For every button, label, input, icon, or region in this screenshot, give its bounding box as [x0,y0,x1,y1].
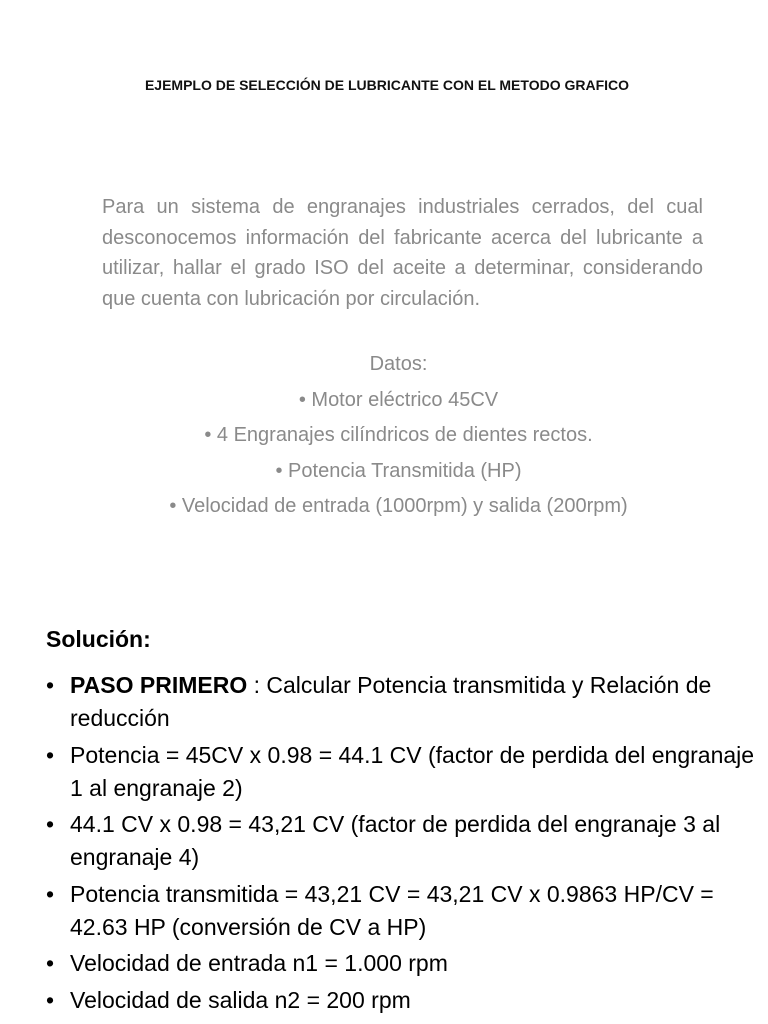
solution-list [46,669,762,1020]
solution-step-1 [46,669,762,735]
solution-item-loss [46,808,762,874]
bullet-icon: • [46,672,55,698]
step-label: PASO PRIMERO [70,672,248,698]
data-item-motor: • Motor eléctrico 45CV [298,388,499,411]
bullet-icon: • [46,880,55,907]
solution-item-text: Velocidad de entrada n1 = 1.000 rpm [70,950,448,976]
problem-statement: Para un sistema de engranajes industriales cerrados, del cual desconocemos información del fabricante acerca del lubricante a utilizar, hallar el grado ISO del aceite a determinar, considerando que cuenta con lubricación por circulación. [102,196,703,310]
solution-item-text: Potencia transmitida = 43,21 CV = 43,21 CV x 0.9863 HP/CV = 42.63 HP (conversión de CV a HP) [70,880,714,940]
solution-item-input-speed [46,947,762,980]
step-description: : Calcular Potencia transmitida y Relación de reducción [70,672,712,731]
solution-item-text: 44.1 CV x 0.98 = 43,21 CV (factor de perdida del engranaje 3 al engranaje 4) [70,811,721,870]
bullet-icon: • [46,741,55,768]
data-item-power: • Potencia Transmitida (HP) [275,459,522,482]
bullet-icon: • [46,950,55,976]
data-item-gears: • 4 Engranajes cilíndricos de dientes rectos. [204,424,593,446]
solution-item-text: Velocidad de salida n2 = 200 rpm [70,986,411,1013]
solution-heading: Solución: [46,626,151,652]
data-item-speed: • Velocidad de entrada (1000rpm) y salida (200rpm) [169,495,628,517]
slide-solution [0,620,768,1024]
solution-item-power [46,739,762,805]
bullet-icon: • [46,811,55,837]
solution-item-transmitted [46,878,762,944]
solution-item-text: Potencia = 45CV x 0.98 = 44.1 CV (factor de perdida del engranaje 1 al engranaje 2) [70,741,755,801]
bullet-icon: • [46,986,55,1013]
slide-title: EJEMPLO DE SELECCIÓN DE LUBRICANTE CON EL METODO GRAFICO [144,77,630,93]
solution-item-output-speed [46,984,762,1017]
data-list [60,347,737,525]
data-heading: Datos: [369,353,428,375]
